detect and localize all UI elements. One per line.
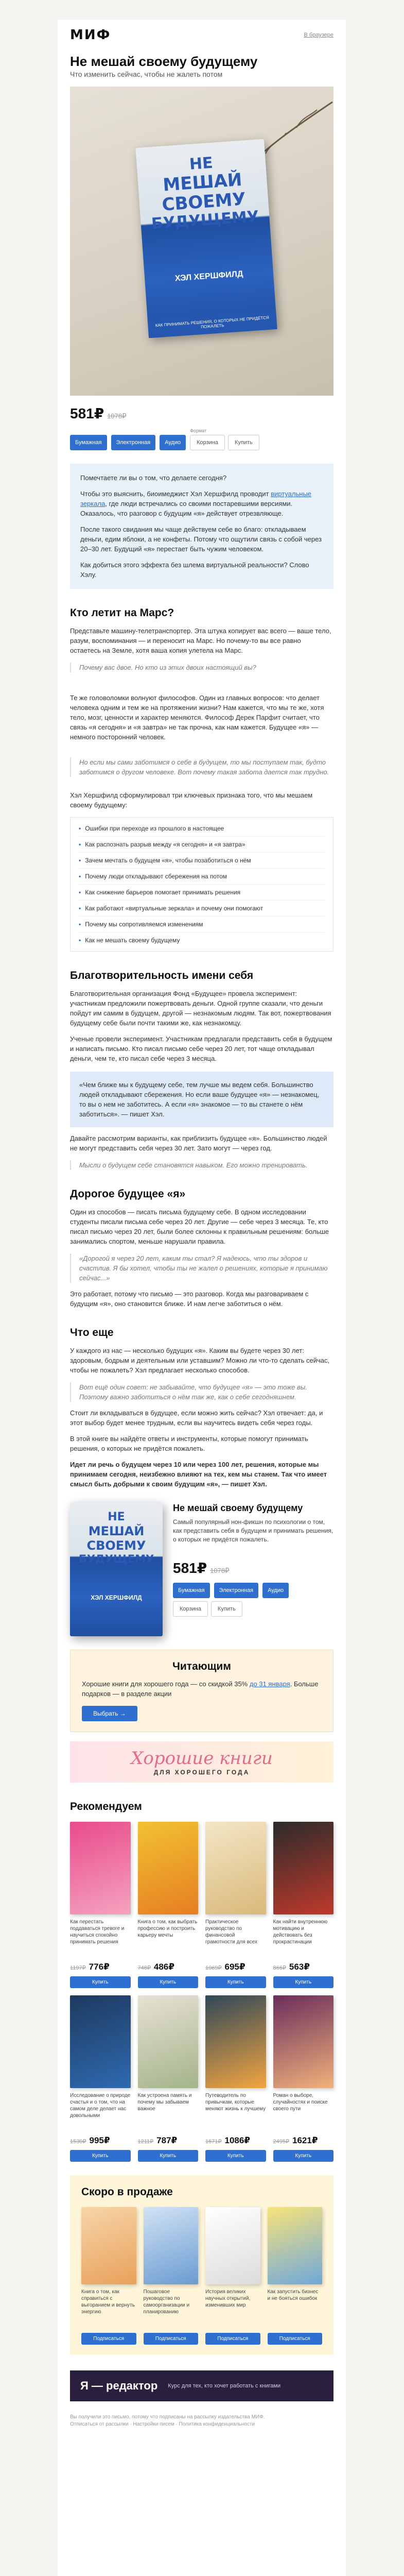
main-old-price: 1078₽	[107, 412, 127, 420]
book-promo-formats	[173, 1583, 333, 1598]
rec-buy-button[interactable]: Купить	[138, 1976, 199, 1988]
section-more-t3: В этой книге вы найдёте ответы и инструменты, которые помогут принимать решения, о которых не придётся пожалеть.	[70, 1435, 308, 1452]
rec-price: 695₽	[224, 1962, 245, 1972]
list-item-text: Зачем мечтать о будущем «я», чтобы позаботиться о нём	[85, 857, 251, 864]
list-item	[79, 885, 325, 901]
rec-old-price: 1069₽	[205, 1965, 222, 1971]
coming-subscribe-button[interactable]: Подписаться	[144, 2333, 199, 2345]
quote-p3: После такого свидания мы чаще действуем себе во благо: откладываем деньги, едим яблоки, а не конфеты. Потому что ощутили связь с собой через 20–30 лет. Будущий «я» перестает быть чужим человеком.	[80, 526, 322, 553]
book-promo-cover[interactable]	[70, 1502, 163, 1636]
coming-soon-grid	[81, 2207, 322, 2345]
reading-text-b: . Больше подарков — в разделе акции	[82, 1680, 319, 1698]
bullet-icon: •	[79, 921, 81, 928]
rec-old-price: 1530₽	[70, 2139, 86, 2145]
quote-p1: Помечтаете ли вы о том, что делаете сегодня?	[80, 474, 227, 482]
coming-desc: Как запустить бизнес и не бояться ошибок	[267, 2289, 319, 2301]
section-charity-t3: Давайте рассмотрим варианты, как приблизить будущее «я». Большинство людей не могут представить себя через 30 лет. Зато могут — через год.	[70, 1134, 327, 1152]
recommend-section	[58, 1800, 346, 2162]
section-mars	[58, 606, 346, 952]
banner-line-2: ДЛЯ ХОРОШЕГО ГОДА	[153, 1769, 250, 1776]
promo-paper-button[interactable]: Бумажная	[173, 1583, 210, 1598]
coming-subscribe-button[interactable]: Подписаться	[268, 2333, 323, 2345]
page-title: Не мешай своему будущему	[70, 54, 258, 69]
format-ebook-button[interactable]: Электронная	[111, 435, 156, 450]
section-more-i1: Вот ещё один совет: не забывайте, что будущее «я» — это тоже вы. Поэтому важно заботиться о нём так же, как о себе сегодняшнем.	[70, 1382, 333, 1402]
section-mars-i2: Но если мы сами заботимся о себе в будущем, то мы поступаем так, будто заботимся о другом человеке. Вот почему такая забота дается так трудно.	[70, 757, 333, 777]
rec-cover[interactable]	[273, 1995, 334, 2088]
page-subtitle: Что изменить сейчас, чтобы не жалеть потом	[70, 70, 223, 78]
book-promo-title[interactable]: Не мешай своему будущему	[173, 1503, 303, 1513]
bullet-icon: •	[79, 905, 81, 912]
bullet-icon: •	[79, 825, 81, 832]
rec-old-price: 866₽	[273, 1965, 286, 1971]
rec-price: 563₽	[289, 1962, 310, 1972]
coming-card[interactable]	[205, 2207, 260, 2345]
virtual-mirrors-link[interactable]: виртуальные зеркала	[80, 490, 312, 507]
footer	[70, 2414, 333, 2428]
rec-desc: Исследование о природе счастья и о том, что на самом деле делает нас довольными	[70, 2093, 131, 2119]
section-charity-t1: Благотворительная организация Фонд «Будущее» провела эксперимент: участникам предложили пожертвовать деньги. Одной группе сказали, что деньги пойдут им самим в будущем, другой — незнакомым людям. Так вот, пожертвования будущему себе были почти такими же, как незнакомцу.	[70, 990, 331, 1027]
rec-price-row	[138, 2136, 199, 2146]
cover-title-2: СВОЕМУ	[161, 189, 247, 215]
section-mars-t2: Те же головоломки волнуют философов. Один из главных вопросов: что делает человека одним и тем же на протяжении жизни? Нам кажется, что мы те же, хотя тело, мозг, ценности и характер меняются. Философ Дерек Парфит считает, что связь «я сегодня» и «я завтра» не так прочна, как нам кажется. Будущее «я» — немного посторонний человек.	[70, 694, 324, 741]
rec-cover[interactable]	[138, 1822, 199, 1914]
reading-button[interactable]: Выбрать →	[82, 1706, 137, 1721]
rec-buy-button[interactable]: Купить	[70, 1976, 131, 1988]
hero-book-cover	[135, 139, 277, 338]
main-price-row	[70, 405, 333, 422]
rec-desc: Книга о том, как выбрать профессию и построить карьеру мечты	[137, 1919, 198, 1938]
coming-subscribe-button[interactable]: Подписаться	[81, 2333, 136, 2345]
rec-card[interactable]	[70, 1995, 131, 2162]
rec-price: 486₽	[153, 1962, 175, 1972]
rec-card[interactable]	[70, 1822, 131, 1988]
promo-cover-2: СВОЕМУ	[86, 1538, 146, 1553]
list-item-text: Почему люди откладывают сбережения на потом	[85, 873, 227, 880]
rec-price-row	[205, 2136, 266, 2146]
promo-ebook-button[interactable]: Электронная	[214, 1583, 259, 1598]
list-item-text: Ошибки при переходе из прошлого в настоящее	[85, 825, 224, 832]
rec-price-row	[205, 1962, 266, 1972]
rec-desc: Роман о выборе, случайностях и поиске своего пути	[273, 2093, 328, 2112]
hero-image[interactable]	[70, 87, 333, 396]
quote-p2	[80, 489, 323, 518]
reading-link[interactable]: до 31 января	[249, 1680, 290, 1688]
list-item-text: Как работают «виртуальные зеркала» и почему они помогают	[85, 905, 264, 912]
chapters-list	[70, 817, 333, 952]
coming-subscribe-button[interactable]: Подписаться	[205, 2333, 260, 2345]
list-item	[79, 917, 325, 933]
list-item	[79, 933, 325, 948]
recommend-title: Рекомендуем	[70, 1801, 142, 1812]
rec-old-price: 2495₽	[273, 2139, 289, 2145]
recommend-grid	[70, 1822, 333, 2162]
quote-p2-b: , где люди встречались со своими постаревшими версиями. Оказалось, что разговор с будущим «я» действует отрезвляюще.	[80, 500, 293, 517]
section-mars-t3: Хэл Хершфилд сформулировал три ключевых признака того, что мы мешаем своему будущему:	[70, 791, 313, 809]
rec-card[interactable]	[205, 1822, 266, 1988]
coming-desc: Книга о том, как справиться с выгоранием и вернуть энергию	[81, 2289, 135, 2315]
rec-cover[interactable]	[205, 1822, 266, 1914]
bullet-icon: •	[79, 857, 81, 864]
rec-cover[interactable]	[70, 1822, 131, 1914]
reading-title: Читающим	[172, 1660, 231, 1672]
rec-old-price: 748₽	[137, 1965, 151, 1971]
book-promo-old: 1078₽	[210, 1567, 230, 1574]
section-more-bold: Идет ли речь о будущем через 10 или через 100 лет, решения, которые мы принимаем сегодня, неизбежно влияют на тех, кем мы станем. Так что имеет смысл быть добрыми к своим будущим «я», — пишет Хэл.	[70, 1461, 327, 1488]
coming-card[interactable]	[81, 2207, 136, 2345]
coming-desc: Пошаговое руководство по самоорганизации и планированию	[143, 2289, 190, 2315]
coming-desc: История великих научных открытий, изменивших мир	[205, 2289, 251, 2308]
rec-card[interactable]	[273, 1822, 334, 1988]
cover-bottom-line: КАК ПРИНИМАТЬ РЕШЕНИЯ, О КОТОРЫХ НЕ ПРИДЁТСЯ ПОЖАЛЕТЬ	[148, 310, 277, 338]
editor-banner[interactable]	[70, 2370, 333, 2401]
book-promo	[58, 1502, 346, 1636]
rec-cover[interactable]	[138, 1995, 199, 2088]
cover-title-top: НЕ	[188, 154, 214, 174]
rec-cover[interactable]	[205, 1995, 266, 2088]
rec-price-row	[138, 1962, 199, 1972]
rec-price: 1621₽	[292, 2136, 318, 2145]
section-charity-i1: Мысли о будущем себе становятся навыком. Его можно тренировать.	[70, 1160, 333, 1170]
rec-buy-button[interactable]: Купить	[205, 1976, 266, 1988]
view-in-browser-link[interactable]: В браузере	[304, 32, 333, 38]
book-promo-info	[173, 1502, 333, 1636]
section-mars-title: Кто летит на Марс?	[70, 607, 174, 619]
cover-author: ХЭЛ ХЕРШФИЛД	[174, 269, 243, 283]
quote-p4: Как добиться этого эффекта без шлема виртуальной реальности? Слово Хэлу.	[80, 561, 309, 579]
rec-price: 1086₽	[224, 2136, 251, 2145]
rec-price: 995₽	[89, 2136, 110, 2145]
coming-cover[interactable]	[205, 2207, 260, 2284]
section-charity-title: Благотворительность имени себя	[70, 970, 254, 981]
coming-card[interactable]	[144, 2207, 199, 2345]
cover-title-3: БУДУЩЕМУ	[151, 207, 260, 233]
rec-old-price: 1197₽	[70, 1965, 86, 1971]
book-promo-price: 581₽	[173, 1560, 207, 1576]
promo-cover-1: МЕШАЙ	[88, 1524, 145, 1538]
promo-cover-author: ХЭЛ ХЕРШФИЛД	[91, 1594, 142, 1601]
reading-text	[82, 1679, 322, 1699]
rec-card[interactable]	[205, 1995, 266, 2162]
rec-price-row	[70, 2136, 131, 2146]
list-item	[79, 869, 325, 885]
list-item-text: Как снижение барьеров помогает принимать решения	[85, 889, 241, 896]
cart-button[interactable]: Корзина	[190, 435, 225, 450]
coming-cover[interactable]	[81, 2207, 136, 2284]
rec-desc: Путеводитель по привычкам, которые меняют жизнь к лучшему	[205, 2093, 266, 2112]
section-letter	[58, 1188, 346, 1309]
rec-buy-button[interactable]: Купить	[138, 2150, 199, 2162]
section-more-t1: У каждого из нас — несколько будущих «я». Каким вы будете через 30 лет: здоровым, бодрым и деятельным или уставшим? Можно ли что-то сделать сейчас, чтобы не пожалеть? Хэл предлагает несколько способов.	[70, 1347, 330, 1374]
coming-cover[interactable]	[268, 2207, 323, 2284]
rec-price-row	[70, 1962, 131, 1972]
rec-card[interactable]	[138, 1995, 199, 2162]
list-item	[79, 901, 325, 917]
rec-buy-button[interactable]: Купить	[273, 1976, 334, 1988]
section-more-t2: Стоит ли вкладываться в будущее, если можно жить сейчас? Хэл отвечает: да, и этот выбор будет менее трудным, если вы научитесь видеть себя через годы.	[70, 1409, 323, 1427]
section-more	[58, 1326, 346, 1489]
rec-cover[interactable]	[273, 1822, 334, 1914]
rec-desc: Как перестать поддаваться тревоге и научиться спокойно принимать решения	[70, 1919, 125, 1945]
reading-text-a: Хорошие книги для хорошего года — со скидкой 35%	[82, 1680, 250, 1688]
rec-desc: Практическое руководство по финансовой грамотности для всех	[205, 1919, 258, 1945]
list-item	[79, 837, 325, 853]
rec-old-price: 1211₽	[137, 2139, 154, 2145]
section-more-title: Что еще	[70, 1327, 114, 1338]
section-mars-i1: Почему вас двое. Но кто из этих двоих настоящий вы?	[70, 663, 333, 672]
list-item	[79, 853, 325, 869]
intro-quote	[70, 464, 333, 589]
quote-p2-a: Чтобы это выяснить, биоимеджист Хэл Хершфилд проводит	[80, 490, 271, 498]
good-books-banner[interactable]	[70, 1741, 333, 1783]
rec-buy-button[interactable]: Купить	[273, 2150, 334, 2162]
bullet-icon: •	[79, 873, 81, 880]
coming-soon-block	[70, 2175, 333, 2355]
rec-buy-button[interactable]: Купить	[70, 2150, 131, 2162]
format-row	[70, 428, 333, 450]
reading-block	[70, 1650, 333, 1732]
list-item-text: Как не мешать своему будущему	[85, 937, 180, 944]
section-charity	[58, 969, 346, 1170]
section-charity-box: «Чем ближе мы к будущему себе, тем лучше мы ведем себя. Большинство людей откладывают сбережения. Но если ваше будущее «я» — незнакомец, то вы о нем не заботитесь. А если «я» знакомое — то вы станете о нём заботиться». — пишет Хэл.	[70, 1072, 333, 1127]
section-letter-t1: Один из способов — писать письма будущему себе. В одном исследовании студенты писали письма себе через 20 лет. Другие — себе через 3 месяца. Те, кто писал письмо через 20 лет, были более склонны к правильным решениям: больше занимались спортом, меньше нарушали правила.	[70, 1208, 329, 1245]
email-body	[58, 20, 346, 2576]
format-paper-button[interactable]: Бумажная	[70, 435, 107, 450]
format-caption: Формат	[190, 428, 207, 433]
rec-card[interactable]	[138, 1822, 199, 1988]
section-charity-t2: Ученые провели эксперимент. Участникам предлагали представить себя в будущем и написать письмо. Кто писал письмо себе через 20 лет, тот чаще откладывал деньги, чем те, кто писал себе через 3 месяца.	[70, 1035, 332, 1062]
section-letter-title: Дорогое будущее «я»	[70, 1188, 186, 1200]
rec-desc: Как устроена память и почему мы забываем важное	[137, 2093, 192, 2112]
rec-buy-button[interactable]: Купить	[205, 2150, 266, 2162]
coming-card[interactable]	[268, 2207, 323, 2345]
rec-card[interactable]	[273, 1995, 334, 2162]
section-letter-i1: «Дорогой я через 20 лет, каким ты стал? Я надеюсь, что ты здоров и счастлив. Я бы хотел, чтобы ты не жалел о решениях, которые я принимаю сейчас...»	[70, 1253, 333, 1283]
editor-title: Я — редактор	[80, 2379, 158, 2392]
rec-desc: Как найти внутреннюю мотивацию и действовать без прокрастинации	[273, 1919, 328, 1945]
bullet-icon: •	[79, 889, 81, 896]
promo-cover-top: НЕ	[108, 1511, 125, 1523]
coming-soon-title: Скоро в продаже	[81, 2186, 173, 2198]
promo-audio-button[interactable]: Аудио	[262, 1583, 289, 1598]
promo-cart-button[interactable]: Корзина	[173, 1601, 208, 1617]
rec-price-row	[273, 2136, 334, 2146]
coming-cover[interactable]	[144, 2207, 199, 2284]
format-extra	[190, 428, 259, 450]
book-promo-price-row	[173, 1560, 333, 1577]
book-promo-desc: Самый популярный нон-фикшн по психологии о том, как представить себя в будущем и принимать решения, о которых не придётся пожалеть.	[173, 1518, 333, 1543]
header	[58, 20, 346, 50]
main-price: 581₽	[70, 405, 104, 421]
list-item	[79, 821, 325, 837]
rec-cover[interactable]	[70, 1995, 131, 2088]
rec-old-price: 1671₽	[205, 2139, 222, 2145]
section-mars-t1: Представьте машину-телетранспортер. Эта штука копирует вас всего — ваше тело, разум, воспоминания — и переносит на Марс. Но почему-то вы все равно остаетесь на Земле, хотя ваша копия улетела на Марс.	[70, 627, 331, 654]
list-item-text: Почему мы сопротивляемся изменениям	[85, 921, 203, 928]
rec-price-row	[273, 1962, 334, 1972]
promo-buy-button[interactable]: Купить	[211, 1601, 242, 1617]
rec-price: 787₽	[156, 2136, 178, 2145]
logo[interactable]: МИФ	[70, 27, 111, 43]
cover-title-1: МЕШАЙ	[162, 169, 243, 196]
footer-line-1: Вы получили это письмо, потому что подписаны на рассылку издательства МИФ.	[70, 2414, 265, 2420]
footer-links[interactable]: Отписаться от рассылки · Настройки писем · Политика конфиденциальности	[70, 2421, 255, 2427]
banner-line-1: Хорошие книги	[131, 1748, 273, 1769]
bullet-icon: •	[79, 937, 81, 944]
section-letter-t2: Это работает, потому что письмо — это разговор. Когда мы разговариваем с будущим «я», оно становится ближе. И нам легче заботиться о нём.	[70, 1290, 309, 1308]
format-audio-button[interactable]: Аудио	[160, 435, 186, 450]
list-item-text: Как распознать разрыв между «я сегодня» и «я завтра»	[85, 841, 245, 848]
promo-cover-3: БУДУЩЕМУ	[78, 1553, 154, 1565]
rec-price: 776₽	[89, 1962, 110, 1972]
buy-button[interactable]: Купить	[228, 435, 259, 450]
editor-subtitle: Курс для тех, кто хочет работать с книгами	[168, 2383, 281, 2389]
bullet-icon: •	[79, 841, 81, 848]
